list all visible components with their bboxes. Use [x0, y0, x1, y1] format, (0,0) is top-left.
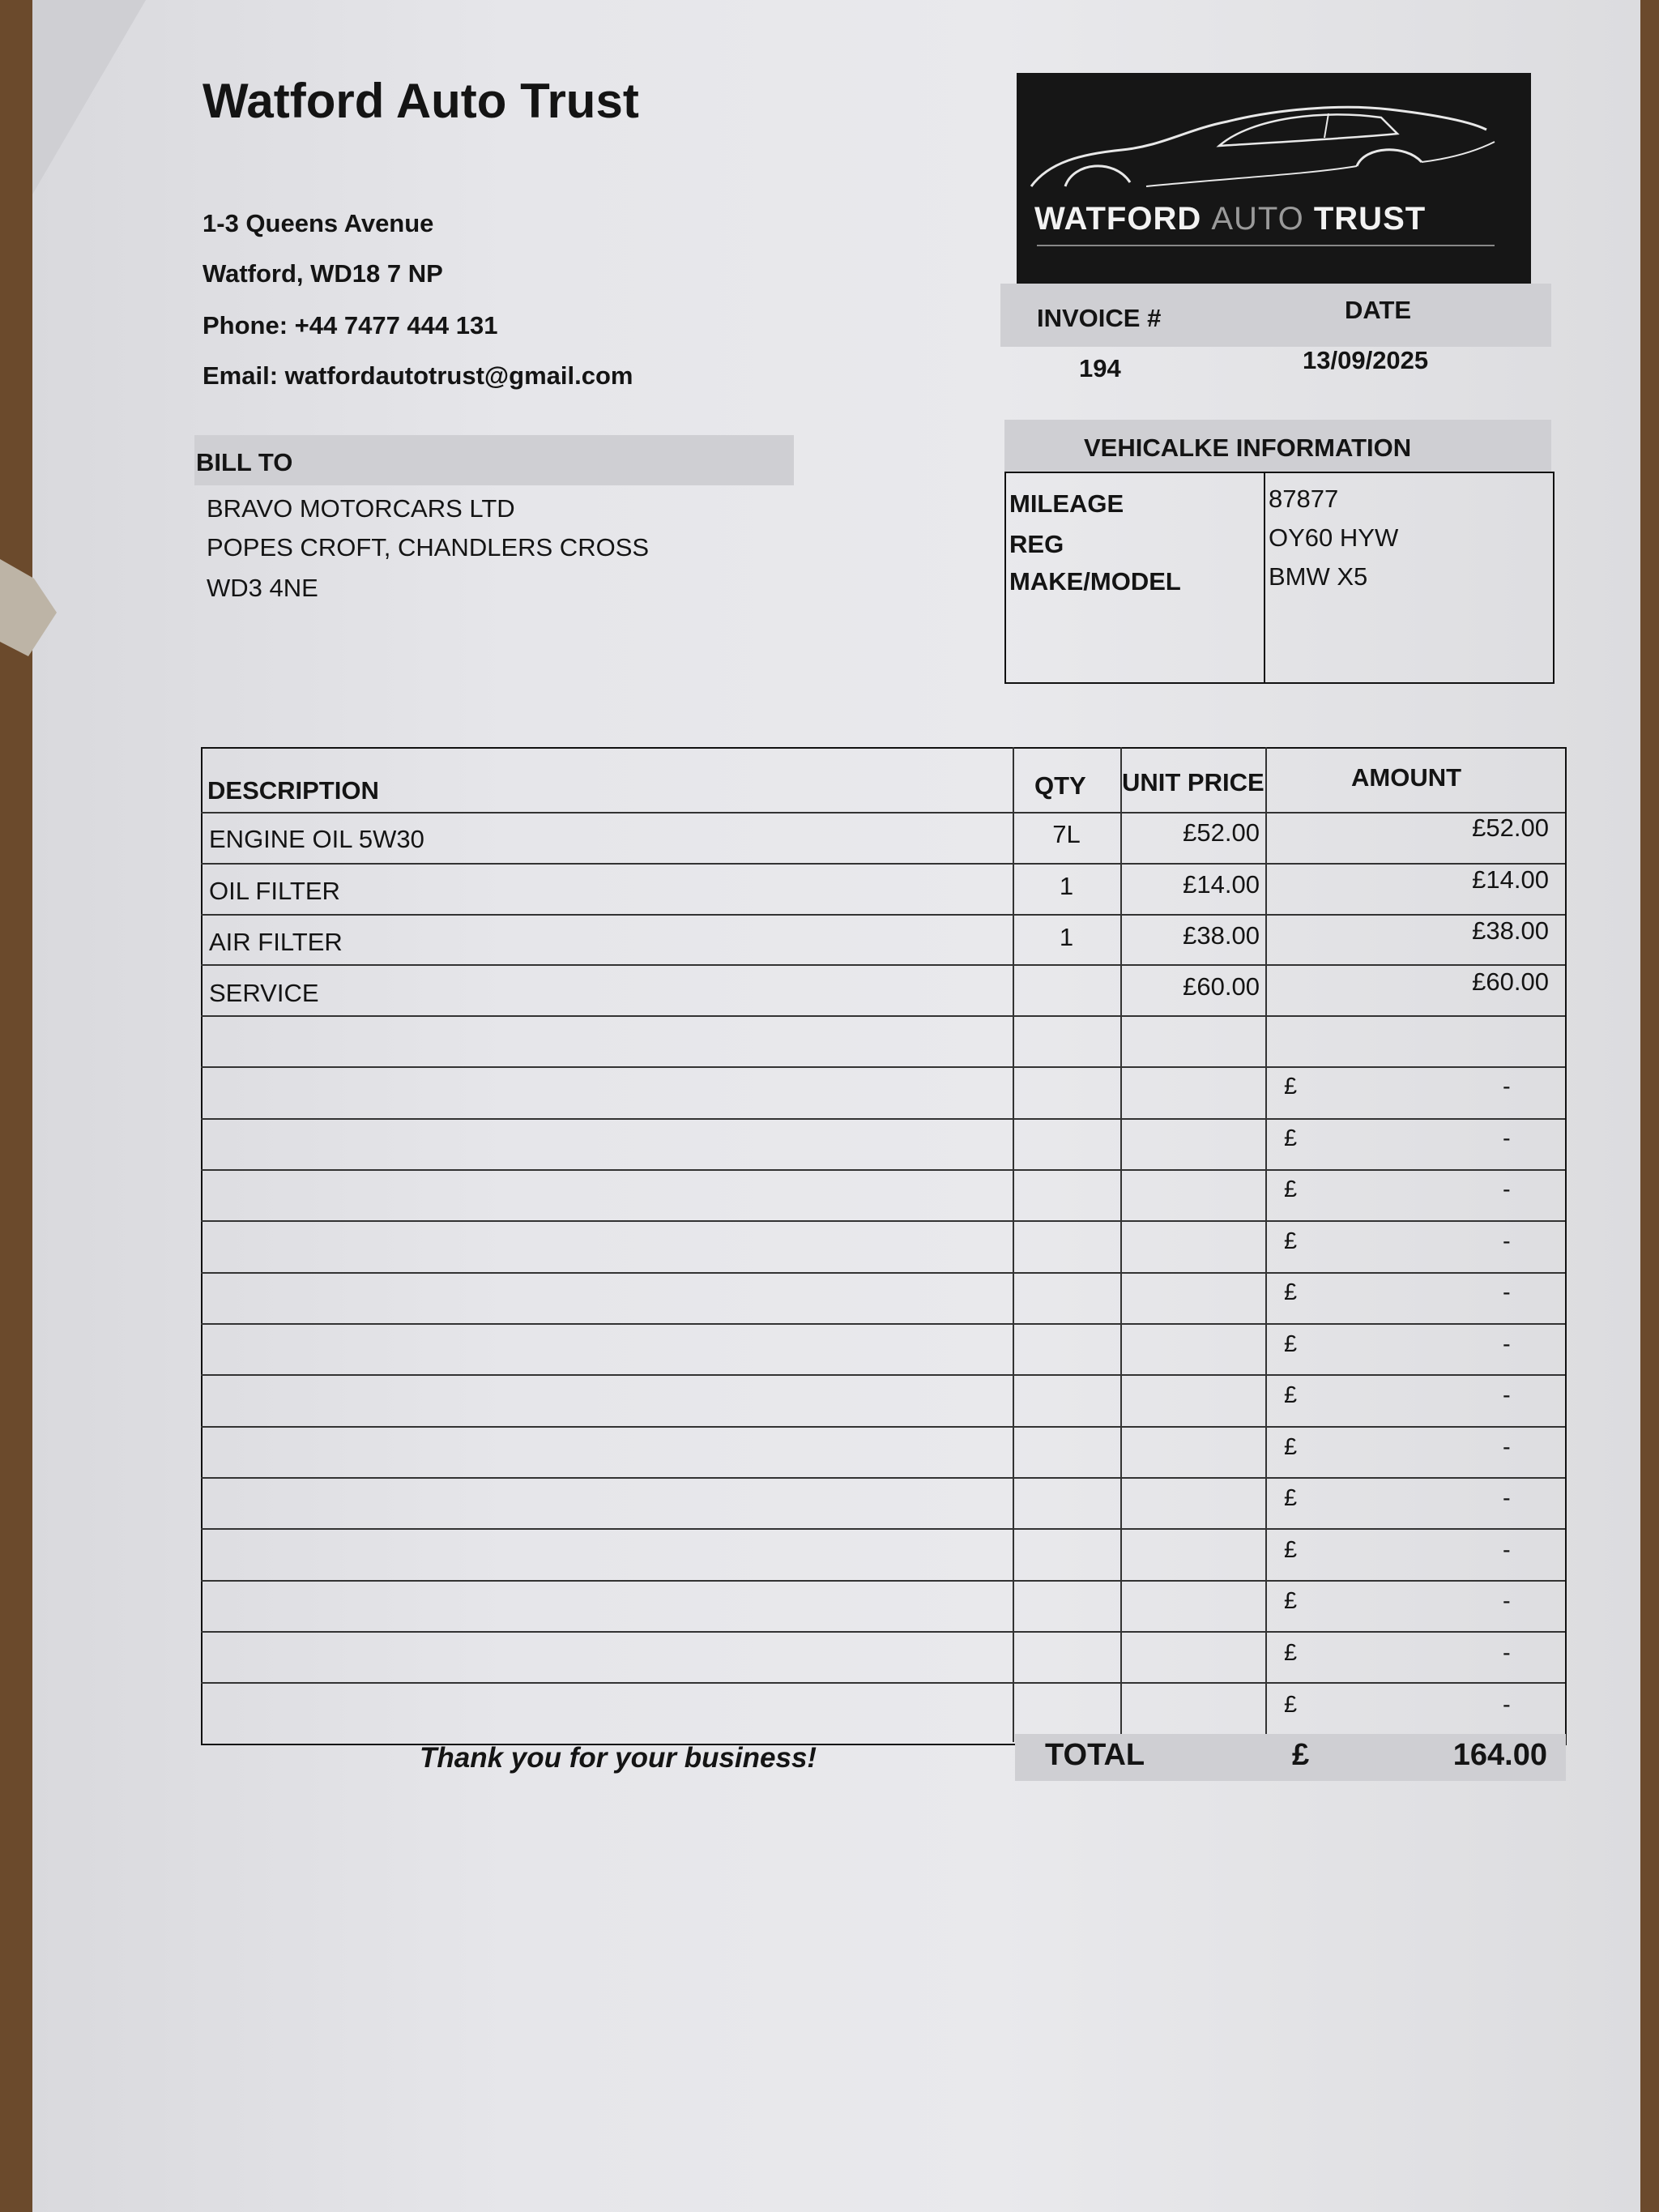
item-qty: 7L	[1052, 820, 1081, 848]
item-amount: £60.00	[1472, 967, 1549, 996]
total-currency: £	[1292, 1738, 1310, 1772]
bill-to-line-2: POPES CROFT, CHANDLERS CROSS	[207, 533, 650, 562]
empty-row-currency: £	[1284, 1382, 1298, 1408]
car-silhouette-icon	[1017, 73, 1531, 194]
item-unit-price: £52.00	[1183, 818, 1260, 847]
empty-row-currency: £	[1284, 1125, 1298, 1151]
mileage-label: MILEAGE	[1009, 489, 1124, 518]
empty-row-amount: -	[1503, 1279, 1511, 1305]
make-model-value: BMW X5	[1269, 562, 1368, 591]
empty-row-amount: -	[1503, 1485, 1511, 1511]
table-row-divider	[201, 1169, 1565, 1171]
invoice-number: 194	[1079, 354, 1121, 382]
item-description: AIR FILTER	[209, 928, 343, 956]
table-row-divider	[201, 1118, 1565, 1120]
total-value: 164.00	[1452, 1738, 1547, 1772]
email: Email: watfordautotrust@gmail.com	[203, 361, 633, 390]
mileage-value: 87877	[1269, 485, 1339, 513]
item-description: SERVICE	[209, 979, 319, 1007]
item-description: ENGINE OIL 5W30	[209, 825, 424, 853]
empty-row-currency: £	[1284, 1331, 1298, 1357]
item-unit-price: £60.00	[1183, 972, 1260, 1001]
empty-row-amount: -	[1503, 1125, 1511, 1151]
table-row-divider	[201, 1426, 1565, 1428]
phone: Phone: +44 7477 444 131	[203, 311, 498, 339]
item-qty: 1	[1059, 923, 1074, 951]
empty-row-amount: -	[1503, 1537, 1511, 1563]
header-unit-price: UNIT PRICE	[1122, 768, 1265, 796]
table-row-divider	[201, 1580, 1565, 1582]
item-unit-price: £14.00	[1183, 870, 1260, 899]
bill-to-line-3: WD3 4NE	[207, 574, 318, 602]
table-row-divider	[201, 1682, 1565, 1684]
empty-row-currency: £	[1284, 1176, 1298, 1202]
logo-wordmark: WATFORD AUTO TRUST	[1034, 201, 1427, 237]
empty-row-currency: £	[1284, 1588, 1298, 1614]
empty-row-amount: -	[1503, 1382, 1511, 1408]
bill-to-label: BILL TO	[196, 448, 293, 476]
reg-value: OY60 HYW	[1269, 523, 1399, 552]
company-name: Watford Auto Trust	[203, 74, 639, 128]
item-qty: 1	[1059, 872, 1074, 900]
table-row-divider	[201, 1374, 1565, 1376]
empty-row-currency: £	[1284, 1537, 1298, 1563]
logo-underline	[1037, 245, 1495, 246]
items-table	[201, 747, 1567, 1745]
item-unit-price: £38.00	[1183, 921, 1260, 950]
address-line-2: Watford, WD18 7 NP	[203, 259, 443, 288]
empty-row-amount: -	[1503, 1228, 1511, 1254]
vehicle-info-title: VEHICALKE INFORMATION	[1084, 433, 1412, 462]
empty-row-amount: -	[1503, 1331, 1511, 1357]
item-description: OIL FILTER	[209, 877, 340, 905]
reg-label: REG	[1009, 530, 1064, 558]
table-row-divider	[201, 1220, 1565, 1222]
empty-row-currency: £	[1284, 1692, 1298, 1718]
table-row-divider	[201, 1066, 1565, 1068]
table-row-divider	[201, 1477, 1565, 1479]
bill-to-line-1: BRAVO MOTORCARS LTD	[207, 494, 515, 523]
item-amount: £52.00	[1472, 813, 1549, 842]
empty-row-currency: £	[1284, 1640, 1298, 1666]
empty-row-currency: £	[1284, 1485, 1298, 1511]
empty-row-currency: £	[1284, 1434, 1298, 1460]
company-logo	[1017, 73, 1531, 284]
empty-row-amount: -	[1503, 1176, 1511, 1202]
item-amount: £38.00	[1472, 916, 1549, 945]
empty-row-currency: £	[1284, 1228, 1298, 1254]
empty-row-amount: -	[1503, 1074, 1511, 1100]
total-label: TOTAL	[1045, 1738, 1145, 1772]
empty-row-amount: -	[1503, 1588, 1511, 1614]
empty-row-currency: £	[1284, 1279, 1298, 1305]
empty-row-currency: £	[1284, 1074, 1298, 1100]
make-model-label: MAKE/MODEL	[1009, 567, 1181, 596]
table-row-divider	[201, 1528, 1565, 1530]
empty-row-amount: -	[1503, 1640, 1511, 1666]
table-row-divider	[201, 964, 1565, 966]
item-amount: £14.00	[1472, 865, 1549, 894]
empty-row-amount: -	[1503, 1692, 1511, 1718]
thank-you-message: Thank you for your business!	[420, 1742, 817, 1774]
table-row-divider	[201, 1272, 1565, 1274]
invoice-date: 13/09/2025	[1303, 346, 1429, 374]
invoice-paper	[32, 0, 1640, 2212]
header-amount: AMOUNT	[1351, 763, 1462, 792]
table-row-divider	[201, 1631, 1565, 1633]
vehicle-info-divider	[1264, 472, 1265, 682]
table-row-divider	[201, 1015, 1565, 1017]
table-row-divider	[201, 914, 1565, 916]
empty-row-amount: -	[1503, 1434, 1511, 1460]
table-row-divider	[201, 863, 1565, 865]
date-label: DATE	[1345, 296, 1412, 324]
header-description: DESCRIPTION	[207, 776, 379, 805]
address-line-1: 1-3 Queens Avenue	[203, 209, 434, 237]
table-column-divider	[1265, 747, 1267, 1742]
folded-corner	[32, 0, 146, 194]
invoice-number-label: INVOICE #	[1037, 304, 1162, 332]
header-qty: QTY	[1034, 771, 1086, 800]
table-row-divider	[201, 1323, 1565, 1325]
